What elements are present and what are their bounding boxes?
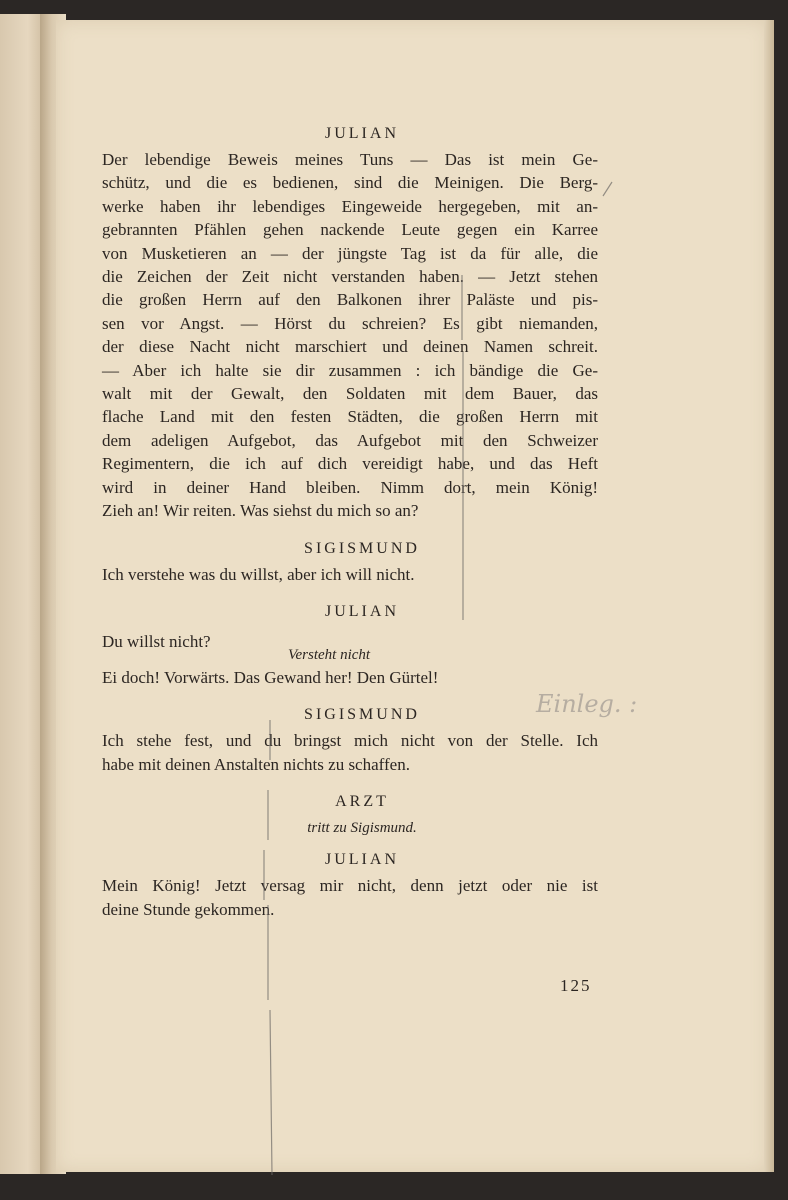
- text-line: Regimentern, die ich auf dich vereidigt habe, und das Heft: [102, 454, 598, 474]
- speech-julian-3: [102, 874, 598, 921]
- stage-direction: tritt zu Sigismund.: [307, 820, 417, 837]
- text-line: wird in deiner Hand bleiben. Nimm dort, mein König!: [102, 477, 598, 497]
- stage-direction: Versteht nicht: [288, 646, 371, 663]
- text-line: von Musketieren an — der jüngste Tag ist da für alle, die: [102, 243, 598, 263]
- text-line: gebrannten Pfählen gehen nackende Leute gegen ein Karree: [102, 220, 598, 240]
- speech-julian-2b: [102, 666, 598, 689]
- text-line: Ich verstehe was du willst, aber ich will nicht.: [102, 564, 415, 584]
- text-line: Der lebendige Beweis meines Tuns — Das ist mein Ge-: [102, 150, 598, 169]
- text-line: walt mit der Gewalt, den Soldaten mit dem Bauer, das: [102, 384, 598, 404]
- pencil-note: Einleg. :: [536, 690, 638, 718]
- page-edge: [764, 20, 774, 1172]
- text-line: deine Stunde gekommen.: [102, 899, 275, 919]
- text-line: flache Land mit den festen Städten, die großen Herrn mit: [102, 407, 598, 427]
- text-line: habe mit deinen Anstalten nichts zu schaffen.: [102, 754, 410, 774]
- text-line: Zieh an! Wir reiten. Was siehst du mich so an?: [102, 501, 419, 521]
- text-line: der diese Nacht nicht marschiert und deinen Namen schreit.: [102, 337, 598, 357]
- text-line: die großen Herrn auf den Balkonen ihrer Paläste und pis-: [102, 290, 598, 310]
- text-line: die Zeichen der Zeit nicht verstanden haben. — Jetzt stehen: [102, 267, 598, 287]
- text-line: Ei doch! Vorwärts. Das Gewand her! Den Gürtel!: [102, 667, 439, 687]
- speaker-sigismund: SIGISMUND: [304, 706, 420, 724]
- speaker-julian: JULIAN: [325, 851, 399, 869]
- text-line: sen vor Angst. — Hörst du schreien? Es gibt niemanden,: [102, 313, 598, 333]
- page-number: 125: [560, 976, 592, 995]
- speaker-sigismund: SIGISMUND: [304, 539, 420, 557]
- speech-sigismund-2: [102, 729, 598, 776]
- text-line: Mein König! Jetzt versag mir nicht, denn jetzt oder nie ist: [102, 876, 598, 896]
- speaker-julian: JULIAN: [325, 602, 399, 620]
- speaker-julian: JULIAN: [325, 125, 399, 142]
- text-line: dem adeligen Aufgebot, das Aufgebot mit den Schweizer: [102, 430, 598, 450]
- page-text: [102, 120, 598, 921]
- speech-julian-2: [102, 626, 598, 666]
- speech-julian-1: [102, 148, 598, 523]
- text-line: werke haben ihr lebendiges Eingeweide hergegeben, mit an-: [102, 196, 598, 216]
- speaker-arzt: ARZT: [335, 793, 389, 811]
- speech-sigismund-1: [102, 563, 598, 586]
- text-line: schütz, und die es bedienen, sind die Meinigen. Die Berg-: [102, 173, 598, 193]
- text-line: — Aber ich halte sie dir zusammen : ich bändige die Ge-: [102, 360, 598, 380]
- text-line: Du willst nicht?: [102, 631, 211, 651]
- text-line: Ich stehe fest, und du bringst mich nicht von der Stelle. Ich: [102, 731, 598, 751]
